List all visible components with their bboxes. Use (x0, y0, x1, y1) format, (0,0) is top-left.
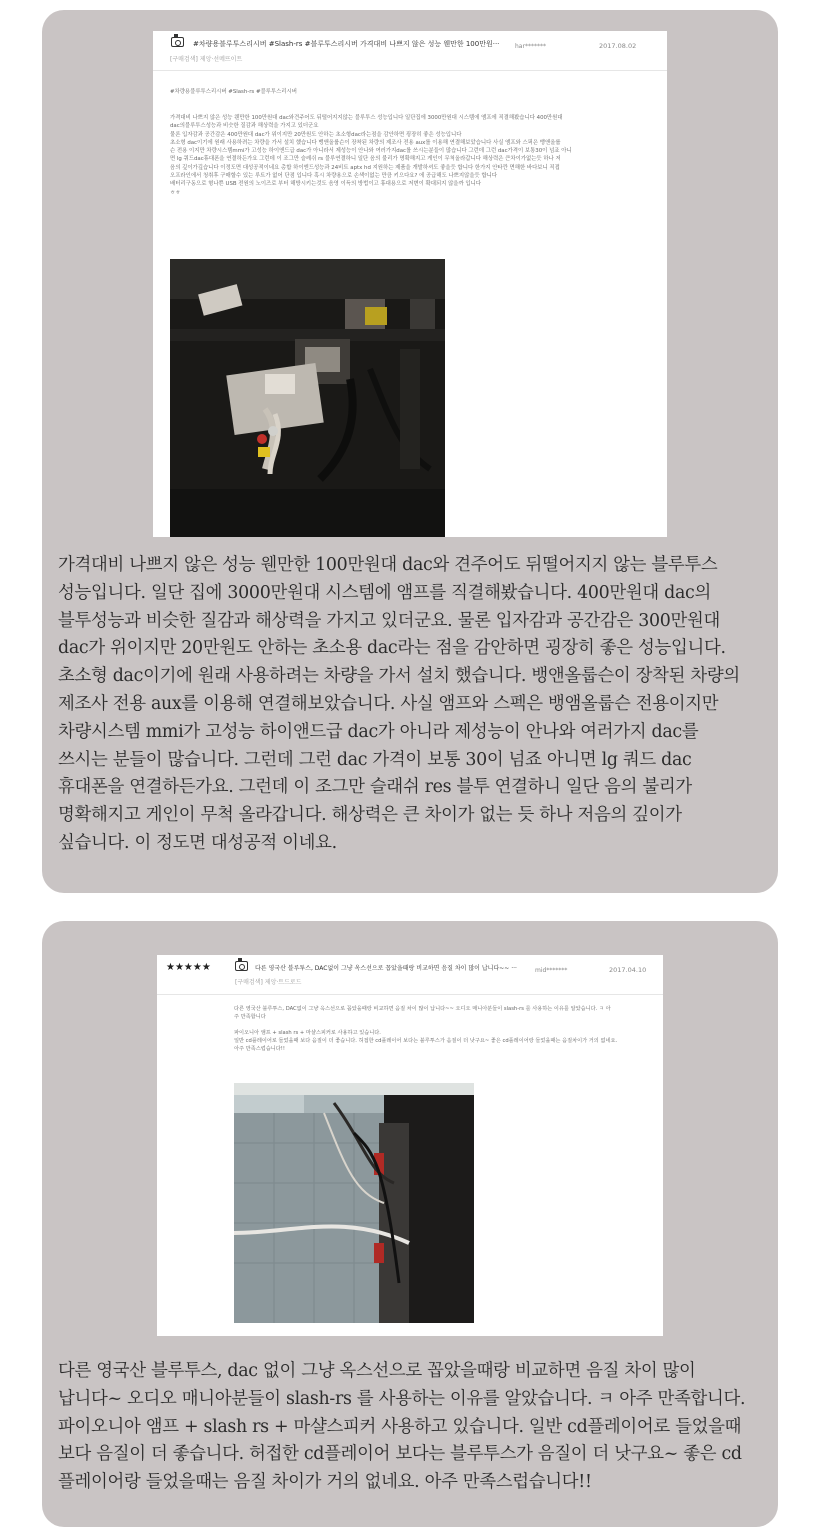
review-line: 플레이어랑 들었을때는 음질 차이가 거의 없네요. 아주 만족스럽습니다!! (58, 1472, 592, 1493)
review-card (42, 10, 778, 893)
review-screenshot (157, 955, 663, 1336)
car-trunk-photo (170, 259, 445, 537)
body-line: 오프라인에서 청취후 구매할수 있는 루트가 없어 단점 입니다 혹시 차량용으로 손색이없는 만큼 키으다요? 에 공급해도 나쁘지않을듯 합니다 (170, 173, 498, 180)
body-line: 초소형 dac이기에 원래 사용하려는 차량을 가서 설치 했습니다 뱅앤올룹슨이 장착된 차량의 제조사 전용 aux를 이용해 연결해보았습니다 사실 앰프와 스픽은 뱅앤올룹 (170, 139, 561, 146)
review-hashtags (170, 88, 658, 96)
body-line: 주 만족합니다 (234, 1014, 266, 1020)
review-line: 차량시스템 mmi가 고성능 하이앤드급 dac가 아니라 제성능이 안나와 여러가지 dac를 (58, 721, 699, 742)
review-category: [구매검색] 제앙·선메뜨이트 (170, 56, 243, 63)
review-line: 파이오니아 앰프 + slash rs + 마샬스피커 사용하고 있습니다. 일반 cd플레이어로 들었을때 (58, 1416, 742, 1437)
body-line: ㅎㅎ (170, 189, 181, 196)
review-title[interactable]: 다른 영국산 블루투스, DAC없이 그냥 옥스선으로 꼽았을때랑 비교하면 음질 차이 많이 납니다~~ ··· (255, 965, 517, 972)
review-line: dac가 위이지만 20만원도 안하는 초소용 dac라는 점을 감안하면 굉장히 좋은 성능입니다. (58, 638, 726, 659)
review-line: 쓰시는 분들이 많습니다. 그런데 그런 dac 가격이 보통 30이 넘죠 아니면 lg 쿼드 dac (58, 749, 692, 770)
review-text (58, 1358, 770, 1497)
review-body (234, 1005, 659, 1053)
camera-icon (235, 961, 248, 971)
body-line: 가격대비 나쁘지 않은 성능 웬만한 100만원대 dac와견주어도 뒤떨어지지않는 블루투스 성능입니다 일단집에 3000만원대 시스템에 앰프에 직결해봤습니다 400만원대 (170, 115, 563, 121)
audio-rack-photo (234, 1083, 474, 1323)
review-line: 제조사 전용 aux를 이용해 연결해보았습니다. 사실 앰프와 스펙은 뱅앰올룹슨 전용이지만 (58, 693, 719, 714)
reviewer-id: har******* (515, 43, 546, 50)
body-line: 다른 영국산 블루투스, DAC없이 그냥 옥스선으로 꼽았을때랑 비교하면 음질 차이 많이 납니다~~ 오디오 매니아분들이 slash-rs 를 사용하는 이유를 알았습니다. ㅋ 아 (234, 1006, 611, 1012)
body-line: 슨 전용 이지만 차량시스템mmi가 고성능 하이앤드급 dac가 아니라서 제성능이 안나와 여러가지dac를 쓰시는분들이 많습니다 그런데 그런 dac가격이 보통30이 넘죠 아니 (170, 148, 572, 155)
review-line: 명확해지고 게인이 무척 올라갑니다. 해상력은 큰 차이가 없는 듯 하나 저음의 깊이가 (58, 805, 682, 826)
review-card (42, 921, 778, 1527)
review-line: 초소형 dac이기에 원래 사용하려는 차량을 가서 설치 했습니다. 뱅앤올룹슨이 장착된 차량의 (58, 666, 740, 687)
body-line: 물론 입자감과 공간감은 400만원대 dac가 위이지만 20만원도 안하는 초소형dac라는점을 감안하면 굉장히 좋은 성능입니다 (170, 131, 462, 138)
review-line: 납니다~ 오디오 매니아분들이 slash-rs 를 사용하는 이유를 알았습니다. ㅋ 아주 만족합니다. (58, 1388, 746, 1409)
body-line: 아주 만족스럽습니다!! (234, 1046, 285, 1052)
review-category: [구매검색] 제앙·트드로드 (235, 979, 302, 986)
body-line: dac의블루투스성능과 비슷한 질감과 해상력을 가지고 있더군요 (170, 123, 319, 130)
review-header (153, 31, 667, 71)
review-photo[interactable] (170, 259, 445, 537)
review-line: 다른 영국산 블루투스, dac 없이 그냥 옥스선으로 꼽았을때랑 비교하면 음질 차이 많이 (58, 1361, 696, 1381)
review-line: 싶습니다. 이 정도면 대성공적 이네요. (58, 832, 337, 853)
review-date: 2017.08.02 (599, 42, 637, 50)
star-rating: ★★★★★ (166, 962, 211, 973)
review-date: 2017.04.10 (609, 966, 647, 974)
review-line: 가격대비 나쁘지 않은 성능 웬만한 100만원대 dac와 견주어도 뒤떨어지지 않는 블루투스 (58, 555, 718, 575)
review-line: 보다 음질이 더 좋습니다. 허접한 cd플레이어 보다는 블루투스가 음질이 더 낫구요~ 좋은 cd (58, 1444, 742, 1465)
body-line: 면 lg 쿼드dac휴대폰을 연결하든가요 그런데 이 조그만 슬레쉬 rs 블루연결하니 일단 음의 불리가 명확해지고 게인이 무척올라갑니다 해상력은 큰차이가없는듯 하나 저 (170, 156, 561, 163)
reviewer-id: mid******* (535, 967, 568, 974)
review-text (58, 552, 770, 858)
body-line: 배터리구동으로 형나쁜 USB 전원의 노이즈로 부터 해방시키는것도 음영 이득의 방법이고 휴대용으로 저변이 확대되지 않을까 입니다 (170, 181, 482, 188)
review-line: 블투성능과 비슷한 질감과 해상력을 가지고 있더군요. 물론 입자감과 공간감은 300만원대 (58, 610, 721, 631)
camera-icon (171, 37, 184, 47)
review-header (157, 955, 663, 995)
body-line (234, 1021, 659, 1029)
review-body (170, 114, 658, 197)
body-line: 파이오니아 앰프 + slash rs + 마샬스피커로 사용하고 있습니다. (234, 1030, 381, 1036)
review-screenshot (153, 31, 667, 537)
review-line: 성능입니다. 일단 집에 3000만원대 시스템에 앰프를 직결해봤습니다. 400만원대 dac의 (58, 582, 711, 603)
review-line: 휴대폰을 연결하든가요. 그런데 이 조그만 슬래쉬 res 블투 연결하니 일단 음의 불리가 (58, 777, 692, 798)
hashtag-line: #차량용블루투스리시버 #Slash-rs #블루투스리시버 (170, 89, 297, 95)
body-line: 음의 깊이가깊습니다 이정도면 대성공적이네요 총합 하이엔드성능과 24비트 aptx hd 지원하는 제품을 개발하셔도 좋을듯 합니다 한가지 안타깐 면해한 바다보니 직접 (170, 164, 560, 171)
review-photo[interactable] (234, 1083, 474, 1323)
review-title[interactable]: #차량용블루투스리시버 #Slash-rs #블루투스리시버 가격대비 나쁘지 않은 성능 웬만한 100만원··· (193, 40, 500, 48)
body-line: 일반 cd플레이어로 들었을때 보다 음질이 더 좋습니다. 허접한 cd플레이어 보다는 블루투스가 음질이 더 낫구요~ 좋은 cd플레이어랑 들었을때는 음질차이가 거의 없네요. (234, 1038, 618, 1044)
